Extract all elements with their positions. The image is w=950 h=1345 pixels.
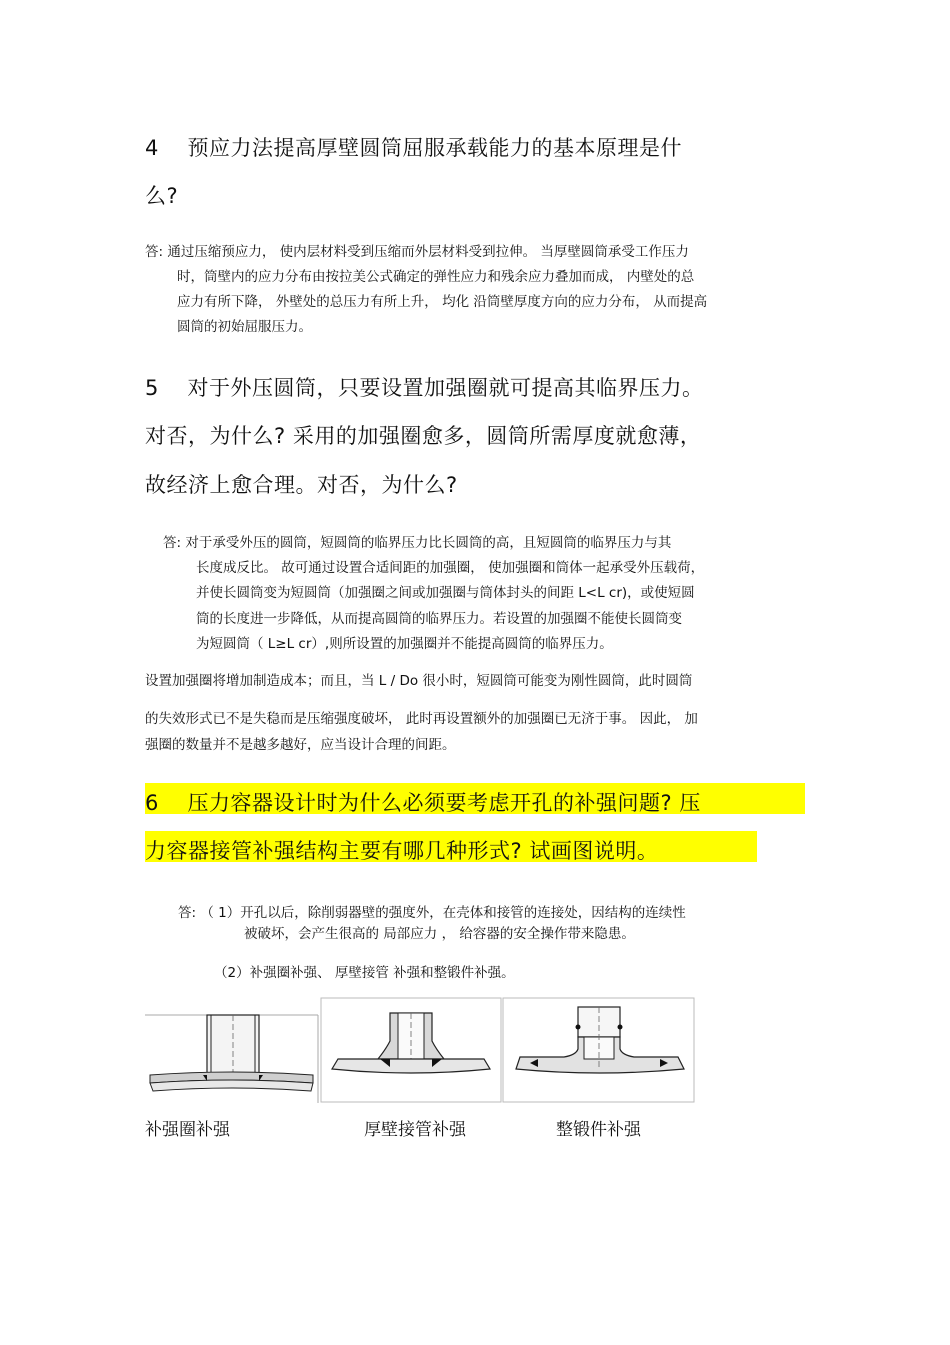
q5-answer-line: 的失效形式已不是失稳而是压缩强度破坏， 此时再设置额外的加强圈已无济于事。 因此， 加 xyxy=(145,711,698,727)
thick-wall-nozzle-figure xyxy=(320,997,502,1103)
q5-answer-line: 为短圆筒（ L≥L cr）,则所设置的加强圈并不能提高圆筒的临界压力。 xyxy=(196,636,613,652)
figure-caption: 整锻件补强 xyxy=(556,1120,641,1140)
q5-answer-line: 答: 对于承受外压的圆筒，短圆筒的临界压力比长圆筒的高，且短圆筒的临界压力与其 xyxy=(163,535,672,551)
q6-title-line2: 力容器接管补强结构主要有哪几种形式? 试画图说明。 xyxy=(145,839,659,863)
q4-answer-line: 答: 通过压缩预应力， 使内层材料受到压缩而外层材料受到拉伸。 当厚壁圆筒承受工作压力 xyxy=(145,244,689,260)
q6-title-line1: 6 压力容器设计时为什么必须要考虑开孔的补强问题? 压 xyxy=(145,791,701,815)
q5-answer-line: 筒的长度进一步降低，从而提高圆筒的临界压力。若设置的加强圈不能使长圆筒变 xyxy=(196,611,682,627)
q4-answer-line: 圆筒的初始屈服压力。 xyxy=(177,319,312,335)
q6-answer-line: 被破坏，会产生很高的 局部应力 ， 给容器的安全操作带来隐患。 xyxy=(244,926,635,942)
q5-title-line1: 5 对于外压圆筒，只要设置加强圈就可提高其临界压力。 xyxy=(145,376,704,400)
q5-answer-line: 长度成反比。 故可通过设置合适间距的加强圈， 使加强圈和筒体一起承受外压载荷， xyxy=(196,560,705,576)
q4-title-line2: 么? xyxy=(145,184,179,208)
q5-title-line3: 故经济上愈合理。对否，为什么? xyxy=(145,473,458,497)
figure-caption: 补强圈补强 xyxy=(145,1120,230,1140)
q5-answer-line: 并使长圆筒变为短圆筒（加强圈之间或加强圈与筒体封头的间距 L<L cr)，或使短圆 xyxy=(196,585,695,601)
figure-caption: 厚壁接管补强 xyxy=(364,1120,466,1140)
q5-title-line2: 对否，为什么? 采用的加强圈愈多，圆筒所需厚度就愈薄， xyxy=(145,424,702,448)
q4-answer-line: 应力有所下降， 外壁处的总压力有所上升， 均化 沿筒壁厚度方向的应力分布， 从而提高 xyxy=(177,294,708,310)
q6-answer-line: （2）补强圈补强、 厚壁接管 补强和整锻件补强。 xyxy=(214,965,515,981)
q4-title-line1: 4 预应力法提高厚壁圆筒屈服承载能力的基本原理是什 xyxy=(145,136,683,160)
integral-forging-figure xyxy=(502,997,695,1103)
q6-answer-line: 答: （ 1）开孔以后，除削弱器壁的强度外，在壳体和接管的连接处，因结构的连续性 xyxy=(178,905,686,921)
reinforcing-pad-figure xyxy=(145,1013,320,1105)
q4-answer-line: 时，筒壁内的应力分布由按拉美公式确定的弹性应力和残余应力叠加而成， 内壁处的总 xyxy=(177,269,695,285)
q5-answer-line: 强圈的数量并不是越多越好，应当设计合理的间距。 xyxy=(145,737,456,753)
q5-answer-line: 设置加强圈将增加制造成本；而且，当 L / Do 很小时，短圆筒可能变为刚性圆筒，此时圆筒 xyxy=(145,673,693,689)
